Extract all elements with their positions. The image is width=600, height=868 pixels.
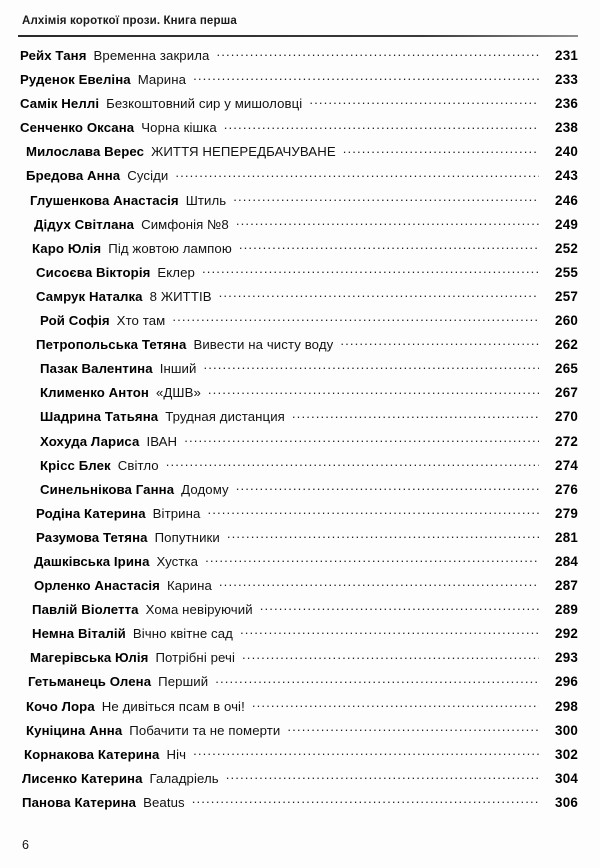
toc-entry-page-number: 238: [555, 120, 578, 136]
toc-entry[interactable]: [0, 140, 600, 164]
toc-entry[interactable]: [0, 309, 600, 333]
toc-entry-dot-leader: [343, 140, 539, 156]
toc-entry-dot-leader: [239, 237, 539, 253]
toc-entry-dot-leader: [193, 743, 539, 759]
toc-entry-dot-leader: [292, 405, 539, 421]
toc-entry[interactable]: [0, 743, 600, 767]
toc-entry-title: 8 ЖИТТІВ: [149, 288, 212, 304]
toc-entry-page-number: 265: [555, 361, 578, 377]
toc-entry-page-number: 296: [555, 674, 578, 690]
toc-entry-dot-leader: [236, 213, 539, 229]
toc-entry-author: Разумова Тетяна: [36, 529, 148, 545]
toc-entry[interactable]: [0, 285, 600, 309]
toc-entry[interactable]: [0, 189, 600, 213]
toc-entry-title: Хто там: [116, 313, 166, 329]
toc-entry-author: Корнакова Катерина: [24, 746, 160, 762]
toc-entry-page-number: 252: [555, 240, 578, 256]
toc-entry-dot-leader: [340, 333, 539, 349]
toc-entry[interactable]: [0, 164, 600, 188]
table-of-contents-list: [0, 44, 600, 815]
toc-entry-page-number: 233: [555, 72, 578, 88]
toc-entry-page-number: 298: [555, 698, 578, 714]
toc-entry[interactable]: [0, 454, 600, 478]
toc-entry[interactable]: [0, 574, 600, 598]
toc-entry-page-number: 289: [555, 602, 578, 618]
toc-entry-page-number: 270: [555, 409, 578, 425]
toc-entry-author: Милослава Верес: [26, 144, 145, 160]
toc-entry-page-number: 276: [555, 481, 578, 497]
toc-entry-author: Руденок Евеліна: [20, 72, 131, 88]
toc-entry-page-number: 284: [555, 553, 578, 569]
toc-entry-author: Бредова Анна: [26, 168, 121, 184]
toc-entry-title: ЖИТТЯ НЕПЕРЕДБАЧУВАНЕ: [151, 144, 336, 160]
toc-entry-author: Самрук Наталка: [36, 288, 143, 304]
toc-entry-author: Магерівська Юлія: [30, 650, 149, 666]
toc-entry-page-number: 304: [555, 770, 578, 786]
toc-entry-title: Штиль: [185, 192, 227, 208]
toc-entry[interactable]: [0, 791, 600, 815]
toc-entry-author: Клименко Антон: [40, 385, 149, 401]
toc-entry-dot-leader: [192, 791, 539, 807]
toc-entry-author: Крісс Блек: [40, 457, 111, 473]
toc-entry-title: Вітрина: [152, 505, 201, 521]
toc-entry-title: «ДШВ»: [155, 385, 201, 401]
toc-entry-page-number: 287: [555, 578, 578, 594]
toc-entry[interactable]: [0, 381, 600, 405]
toc-entry[interactable]: [0, 502, 600, 526]
toc-entry-page-number: 267: [555, 385, 578, 401]
toc-entry-author: Самік Неллі: [20, 96, 100, 112]
toc-entry-dot-leader: [224, 116, 539, 132]
toc-entry-title: Не дивіться псам в очі!: [101, 698, 245, 714]
toc-entry-author: Дідух Світлана: [34, 216, 135, 232]
toc-entry-title: Симфонія №8: [141, 216, 229, 232]
toc-entry-dot-leader: [208, 381, 539, 397]
toc-entry[interactable]: [0, 646, 600, 670]
toc-entry-dot-leader: [240, 622, 539, 638]
toc-entry[interactable]: [0, 670, 600, 694]
toc-entry[interactable]: [0, 526, 600, 550]
toc-entry-author: Родіна Катерина: [36, 505, 146, 521]
header-rule: [18, 35, 578, 37]
toc-entry[interactable]: [0, 695, 600, 719]
toc-entry-dot-leader: [226, 767, 539, 783]
toc-entry-dot-leader: [287, 719, 539, 735]
toc-entry-dot-leader: [242, 646, 539, 662]
toc-entry-title: Галадріель: [149, 770, 219, 786]
toc-entry-title: Трудная дистанция: [165, 409, 285, 425]
toc-entry-dot-leader: [203, 357, 539, 373]
toc-entry-author: Синельнікова Ганна: [40, 481, 175, 497]
toc-entry-page-number: 292: [555, 626, 578, 642]
toc-entry-title: Під жовтою лампою: [108, 240, 232, 256]
toc-entry-title: Інший: [159, 361, 197, 377]
toc-entry-author: Каро Юлія: [32, 240, 102, 256]
toc-entry-author: Немна Віталій: [32, 626, 126, 642]
toc-entry[interactable]: [0, 550, 600, 574]
toc-entry-dot-leader: [172, 309, 539, 325]
toc-entry-author: Куніцина Анна: [26, 722, 123, 738]
toc-entry-author: Шадрина Татьяна: [40, 409, 159, 425]
toc-entry-page-number: 255: [555, 264, 578, 280]
toc-entry[interactable]: [0, 237, 600, 261]
toc-entry-author: Пазак Валентина: [40, 361, 153, 377]
toc-entry-dot-leader: [184, 430, 539, 446]
toc-entry-title: Чорна кішка: [141, 120, 217, 136]
toc-entry-dot-leader: [202, 261, 539, 277]
toc-entry-title: Попутники: [154, 529, 220, 545]
toc-entry-page-number: 262: [555, 337, 578, 353]
toc-entry-page-number: 279: [555, 505, 578, 521]
toc-entry-title: Временна закрила: [93, 48, 210, 63]
toc-entry-dot-leader: [309, 92, 539, 108]
toc-entry-page-number: 281: [555, 529, 578, 545]
toc-entry-author: Петропольська Тетяна: [36, 337, 187, 353]
toc-entry[interactable]: [0, 478, 600, 502]
toc-entry-title: Хустка: [156, 553, 199, 569]
toc-entry-page-number: 272: [555, 433, 578, 449]
toc-entry[interactable]: [0, 261, 600, 285]
toc-entry-title: Перший: [158, 674, 209, 690]
toc-entry-title: Потрібні речі: [155, 650, 236, 666]
toc-entry-dot-leader: [207, 502, 539, 518]
toc-entry-title: Beatus: [143, 794, 185, 810]
toc-entry[interactable]: [0, 68, 600, 92]
toc-entry-title: Ніч: [166, 746, 187, 762]
toc-entry-author: Орленко Анастасія: [34, 578, 160, 594]
toc-entry-page-number: 300: [555, 722, 578, 738]
toc-entry[interactable]: [0, 213, 600, 237]
toc-entry-dot-leader: [205, 550, 539, 566]
toc-entry-dot-leader: [227, 526, 539, 542]
toc-entry-page-number: 260: [555, 313, 578, 329]
toc-entry-author: Лисенко Катерина: [22, 770, 143, 786]
toc-entry-page-number: 249: [555, 216, 578, 232]
toc-entry-title: Сусіди: [127, 168, 169, 184]
toc-entry-author: Сенченко Оксана: [20, 120, 135, 136]
toc-entry[interactable]: [0, 92, 600, 116]
toc-entry-dot-leader: [215, 670, 539, 686]
toc-entry[interactable]: [0, 333, 600, 357]
toc-entry-author: Хохуда Лариса: [40, 433, 140, 449]
page-number-folio: 6: [22, 838, 29, 852]
toc-entry-page-number: 302: [555, 746, 578, 762]
toc-entry-title: Карина: [166, 578, 212, 594]
toc-entry-title: Вічно квітне сад: [132, 626, 233, 642]
toc-entry-author: Кочо Лора: [26, 698, 95, 714]
toc-entry-author: Рейх Таня: [20, 48, 87, 63]
toc-entry[interactable]: [0, 44, 600, 68]
toc-entry-title: Хома невіруючий: [145, 602, 253, 618]
toc-entry-dot-leader: [166, 454, 539, 470]
toc-entry[interactable]: [0, 598, 600, 622]
toc-entry[interactable]: [0, 622, 600, 646]
toc-entry-author: Павлій Віолетта: [32, 602, 139, 618]
toc-entry[interactable]: [0, 719, 600, 743]
toc-entry-dot-leader: [260, 598, 539, 614]
toc-entry-dot-leader: [216, 44, 539, 60]
toc-entry-author: Гетьманець Олена: [28, 674, 152, 690]
toc-entry-dot-leader: [252, 695, 539, 711]
toc-entry-dot-leader: [219, 574, 539, 590]
toc-entry-dot-leader: [193, 68, 539, 84]
toc-entry-title: Марина: [137, 72, 187, 88]
toc-entry-title: Світло: [117, 457, 159, 473]
toc-entry-title: Додому: [181, 481, 229, 497]
toc-entry-page-number: 231: [555, 48, 578, 63]
running-head: Алхімія короткої прози. Книга перша: [22, 15, 237, 27]
toc-entry[interactable]: [0, 430, 600, 454]
toc-entry-author: Глушенкова Анастасія: [30, 192, 179, 208]
toc-entry-page-number: 243: [555, 168, 578, 184]
toc-entry-dot-leader: [236, 478, 539, 494]
toc-entry-dot-leader: [175, 164, 539, 180]
toc-entry-page-number: 274: [555, 457, 578, 473]
toc-entry-author: Сисоєва Вікторія: [36, 264, 151, 280]
toc-entry-title: Безкоштовний сир у мишоловці: [106, 96, 303, 112]
toc-entry-page-number: 246: [555, 192, 578, 208]
toc-entry-title: ІВАН: [146, 433, 178, 449]
toc-entry-title: Побачити та не померти: [129, 722, 281, 738]
toc-entry-title: Еклер: [157, 264, 195, 280]
toc-entry[interactable]: [0, 405, 600, 429]
toc-entry-author: Дашківська Ірина: [34, 553, 150, 569]
toc-entry-dot-leader: [233, 189, 539, 205]
toc-entry-page-number: 257: [555, 288, 578, 304]
toc-entry[interactable]: [0, 767, 600, 791]
toc-entry-dot-leader: [219, 285, 539, 301]
toc-entry-page-number: 293: [555, 650, 578, 666]
toc-entry-page-number: 240: [555, 144, 578, 160]
toc-entry-author: Рой Софія: [40, 313, 110, 329]
toc-entry-title: Вивести на чисту воду: [193, 337, 334, 353]
toc-entry[interactable]: [0, 357, 600, 381]
toc-entry-author: Панова Катерина: [22, 794, 137, 810]
toc-entry[interactable]: [0, 116, 600, 140]
toc-entry-page-number: 236: [555, 96, 578, 112]
toc-entry-page-number: 306: [555, 794, 578, 810]
